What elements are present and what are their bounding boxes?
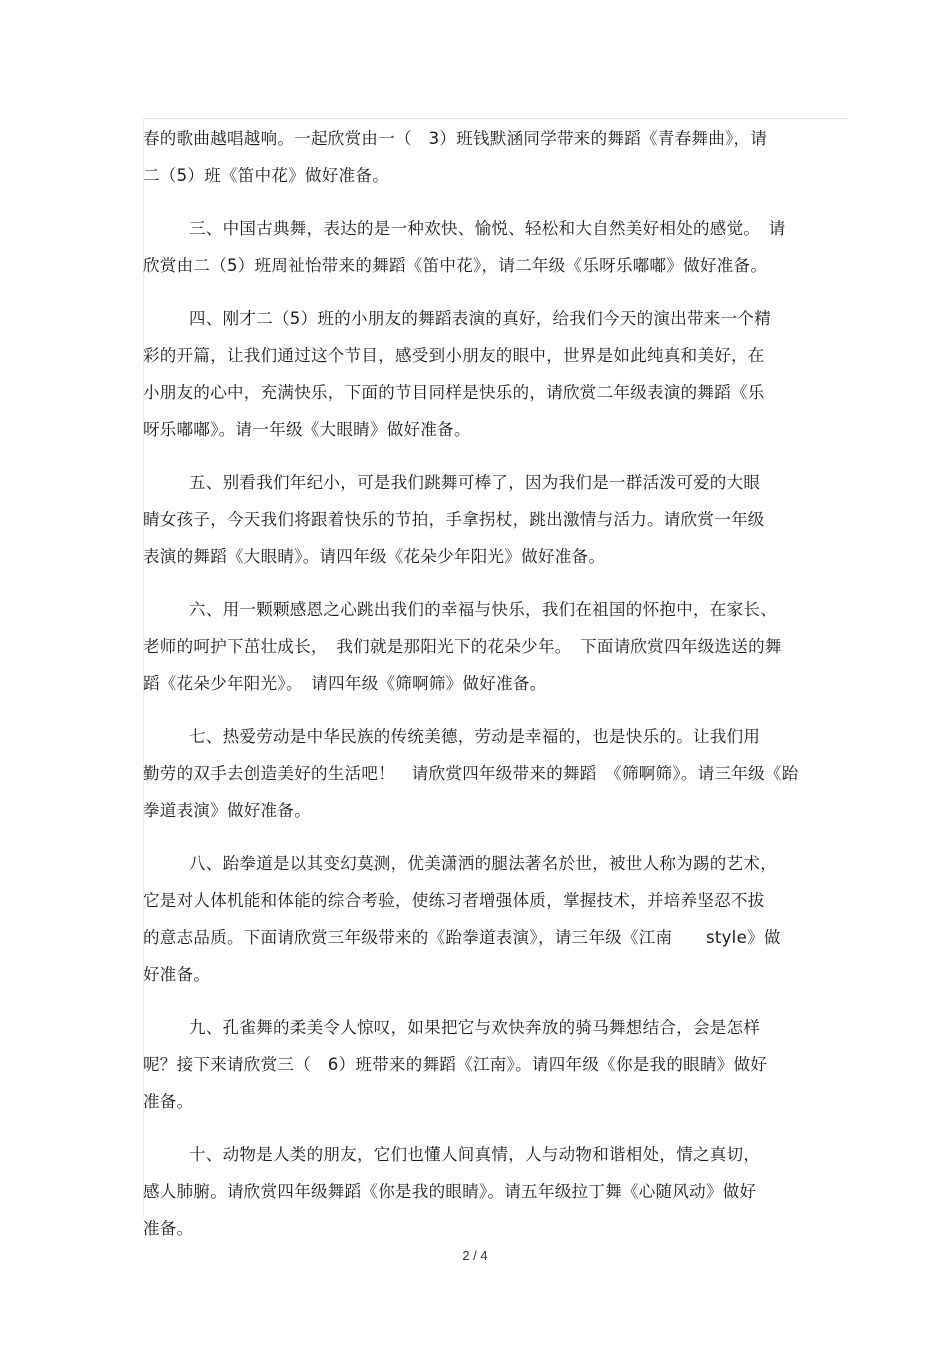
text-line: 九、孔雀舞的柔美令人惊叹，如果把它与欢快奔放的骑马舞想结合，会是怎样 bbox=[189, 1018, 761, 1037]
text-line: 四、刚才二（5）班的小朋友的舞蹈表演的真好，给我们今天的演出带来一个精 bbox=[189, 309, 771, 328]
text-line: 小朋友的心中，充满快乐，下面的节目同样是快乐的，请欣赏二年级表演的舞蹈《乐 bbox=[143, 383, 765, 402]
text-line: 睛女孩子，今天我们将跟着快乐的节拍，手拿拐杖，跳出激情与活力。请欣赏一年级 bbox=[143, 510, 765, 529]
paragraph-9 bbox=[143, 1009, 849, 1120]
paragraph-5 bbox=[143, 464, 849, 575]
text-line: 七、热爱劳动是中华民族的传统美德，劳动是幸福的，也是快乐的。让我们用 bbox=[189, 727, 761, 746]
text-line: 彩的开篇，让我们通过这个节目，感受到小朋友的眼中，世界是如此纯真和美好，在 bbox=[143, 346, 765, 365]
text-line: 五、别看我们年纪小，可是我们跳舞可棒了，因为我们是一群活泼可爱的大眼 bbox=[189, 473, 761, 492]
text-line: 六、用一颗颗感恩之心跳出我们的幸福与快乐，我们在祖国的怀抱中，在家长、 bbox=[189, 600, 777, 619]
paragraph-4 bbox=[143, 300, 849, 448]
text-line: 欣赏由二（5）班周祉怡带来的舞蹈《笛中花》，请二年级《乐呀乐嘟嘟》做好准备。 bbox=[143, 256, 768, 275]
text-line: 拳道表演》做好准备。 bbox=[143, 801, 311, 820]
text-line: 老师的呵护下茁壮成长， 我们就是那阳光下的花朵少年。 下面请欣赏四年级选送的舞 bbox=[143, 637, 782, 656]
paragraph-6 bbox=[143, 591, 849, 702]
text-line: 八、跆拳道是以其变幻莫测，优美潇洒的腿法著名於世，被世人称为踢的艺术， bbox=[189, 854, 777, 873]
text-line: 表演的舞蹈《大眼睛》。请四年级《花朵少年阳光》做好准备。 bbox=[143, 547, 606, 566]
text-line: 呀乐嘟嘟》。请一年级《大眼睛》做好准备。 bbox=[143, 420, 471, 439]
text-line: 好准备。 bbox=[143, 965, 211, 984]
text-line: 它是对人体机能和体能的综合考验，使练习者增强体质，掌握技术，并培养坚忍不拔 bbox=[143, 891, 765, 910]
text-line: 准备。 bbox=[143, 1219, 194, 1238]
text-line: 的意志品质。下面请欣赏三年级带来的《跆拳道表演》，请三年级《江南 style》做 bbox=[143, 928, 781, 947]
text-line: 三、中国古典舞，表达的是一种欢快、愉悦、轻松和大自然美好相处的感觉。 请 bbox=[189, 219, 786, 238]
paragraph-3 bbox=[143, 210, 849, 284]
top-rule bbox=[143, 118, 849, 119]
paragraph-10 bbox=[143, 1136, 849, 1247]
paragraph-7 bbox=[143, 718, 849, 829]
paragraph-8 bbox=[143, 845, 849, 993]
text-line: 勤劳的双手去创造美好的生活吧！ 请欣赏四年级带来的舞蹈 《筛啊筛》。请三年级《跆 bbox=[143, 764, 799, 783]
text-line: 蹈《花朵少年阳光》。 请四年级《筛啊筛》做好准备。 bbox=[143, 674, 547, 693]
text-line: 感人肺腑。请欣赏四年级舞蹈《你是我的眼睛》。请五年级拉丁舞《心随风动》做好 bbox=[143, 1182, 757, 1201]
paragraph-continuation bbox=[143, 120, 849, 194]
text-line: 准备。 bbox=[143, 1092, 194, 1111]
text-line: 二（5）班《笛中花》做好准备。 bbox=[143, 166, 389, 185]
text-line: 呢？接下来请欣赏三（ 6）班带来的舞蹈《江南》。请四年级《你是我的眼睛》做好 bbox=[143, 1055, 768, 1074]
document-body bbox=[143, 120, 849, 1263]
text-line: 十、动物是人类的朋友，它们也懂人间真情，人与动物和谐相处，情之真切， bbox=[189, 1145, 761, 1164]
page-number: 2 / 4 bbox=[462, 1248, 488, 1263]
text-line: 春的歌曲越唱越响。一起欣赏由一（ 3）班钱默涵同学带来的舞蹈《青春舞曲》，请 bbox=[143, 129, 768, 148]
